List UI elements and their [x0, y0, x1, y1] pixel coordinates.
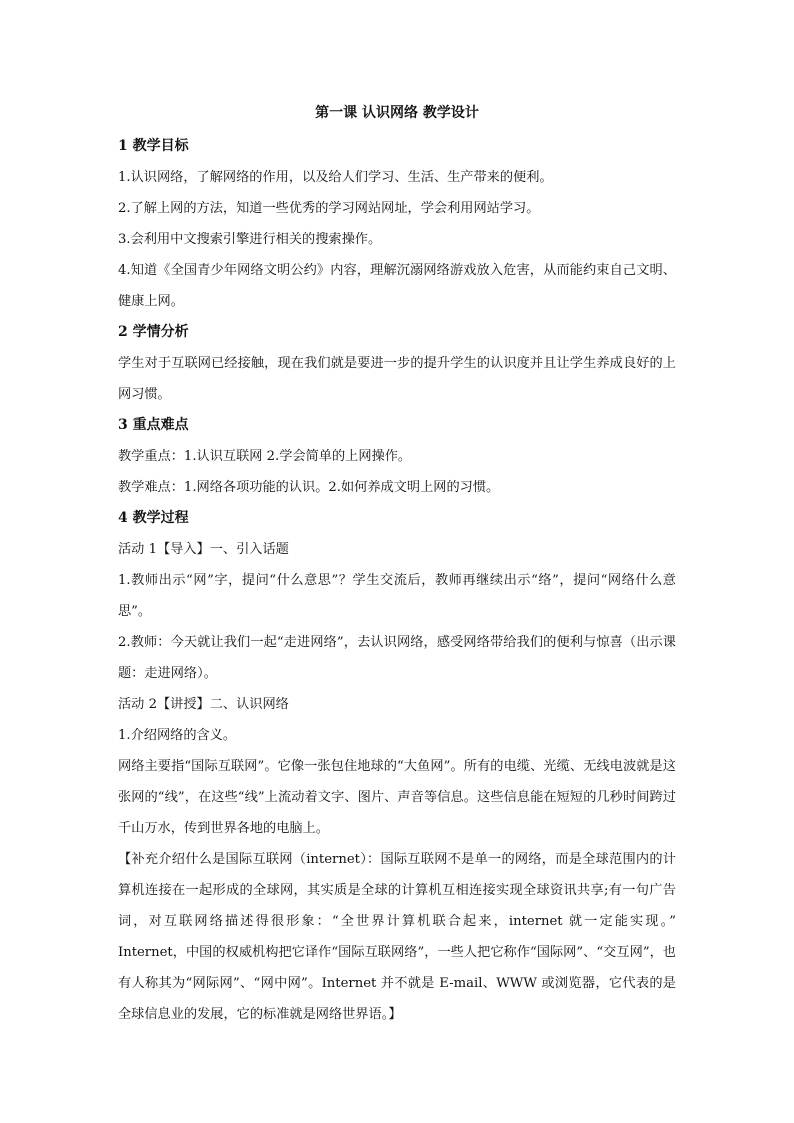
- section-heading-analysis: 2 学情分析: [118, 324, 189, 340]
- document-body: [118, 131, 676, 1030]
- activity-1-step: 2.教师：今天就让我们一起“走进网络”，去认识网络，感受网络带给我们的便利与惊喜（出示课题：走进网络）。: [118, 635, 676, 681]
- activity-2-intro: 1.介绍网络的含义。: [118, 728, 237, 743]
- page-title: 第一课 认识网络 教学设计: [315, 105, 479, 121]
- section-heading-process: 4 教学过程: [118, 510, 189, 526]
- analysis-text: 学生对于互联网已经接触，现在我们就是要进一步的提升学生的认识度并且让学生养成良好的上网习惯。: [118, 356, 676, 402]
- section-heading-key-points: 3 重点难点: [118, 417, 189, 433]
- objective-item: 1.认识网络，了解网络的作用，以及给人们学习、生活、生产带来的便利。: [118, 170, 553, 185]
- activity-2-supplement: 【补充介绍什么是国际互联网（internet）：国际互联网不是单一的网络，而是全球范围内的计算机连接在一起形成的全球网，其实质是全球的计算机互相连接实现全球资讯共享;有一句广告词，对互联网络描述得很形象：“全世界计算机联合起来，internet 就一定能实现。” Internet，中国的权威机构把它译作“国际互联网络”，一些人把它称作“国际网”、“交互网”，也有人称其为“网际网”、“网中网”。Internet 并不就是 E-mail、WWW 或浏览器，它代表的是全球信息业的发展，它的标准就是网络世界语。】: [118, 852, 676, 1022]
- objective-item: 4.知道《全国青少年网络文明公约》内容，理解沉溺网络游戏放入危害，从而能约束自己文明、健康上网。: [118, 263, 676, 309]
- objective-item: 2.了解上网的方法，知道一些优秀的学习网站网址，学会利用网站学习。: [118, 201, 540, 216]
- activity-1-title: 活动 1【导入】一、引入话题: [118, 542, 289, 557]
- activity-2-title: 活动 2【讲授】二、认识网络: [118, 697, 289, 712]
- key-difficulty: 教学难点：1.网络各项功能的认识。2.如何养成文明上网的习惯。: [118, 480, 500, 495]
- objective-item: 3.会利用中文搜索引擎进行相关的搜索操作。: [118, 232, 382, 247]
- activity-2-definition: 网络主要指“国际互联网”。它像一张包住地球的“大鱼网”。所有的电缆、光缆、无线电波就是这张网的“线”，在这些“线”上流动着文字、图片、声音等信息。这些信息能在短短的几秒时间跨过千山万水，传到世界各地的电脑上。: [118, 759, 676, 836]
- key-focus: 教学重点：1.认识互联网 2.学会简单的上网操作。: [118, 449, 412, 464]
- activity-1-step: 1.教师出示“网”字，提问“什么意思”？学生交流后，教师再继续出示“络”，提问“网络什么意思”。: [118, 573, 676, 619]
- section-heading-objectives: 1 教学目标: [118, 138, 189, 154]
